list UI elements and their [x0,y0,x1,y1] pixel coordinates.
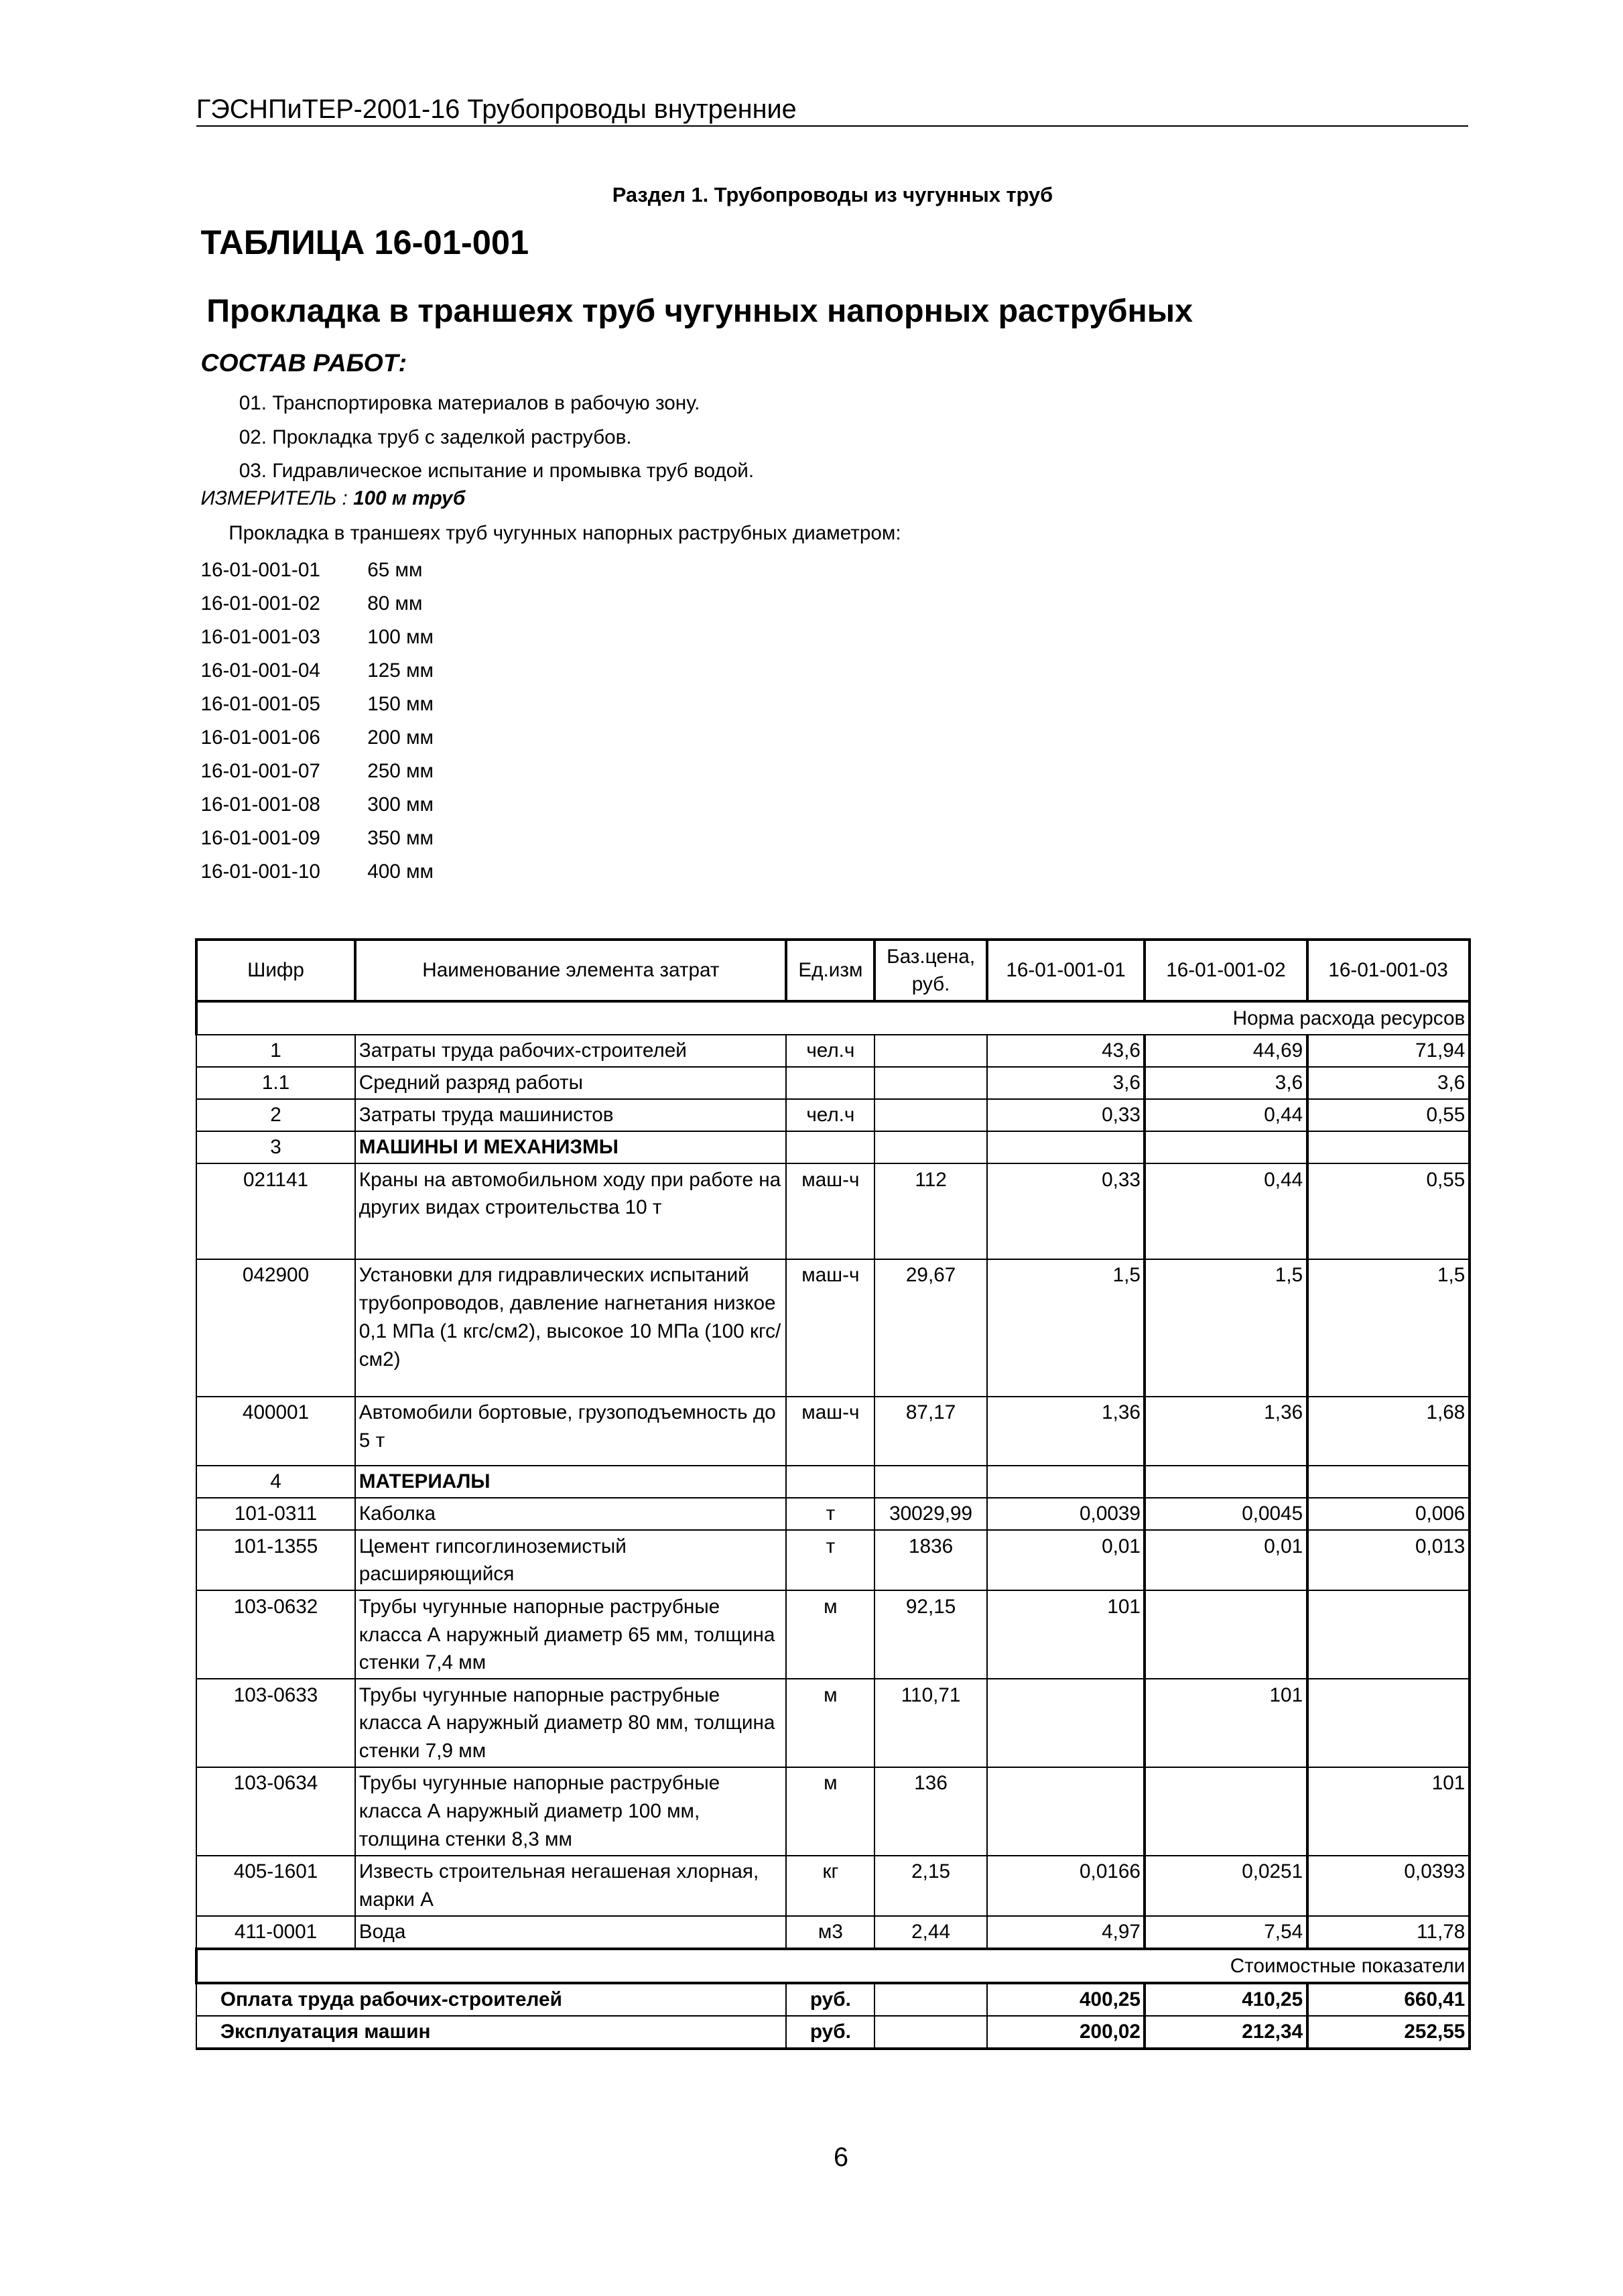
row-unit: чел.ч [786,1099,874,1131]
diameter: 300 мм [367,793,434,816]
row-value-3 [1307,1679,1470,1767]
norm-code: 16-01-001-02 [200,592,320,615]
row-value-1: 43,6 [987,1035,1145,1067]
total-value-1: 400,25 [987,1983,1145,2016]
row-price: 1836 [874,1530,986,1590]
table-row [196,1590,1470,1679]
table-row [196,1856,1470,1916]
row-name: Краны на автомобильном ходу при работе на других видах строительства 10 т [355,1163,786,1259]
table-row [196,1916,1470,1949]
header-col-2: 16-01-001-02 [1145,940,1307,1001]
work-step: 02. Прокладка труб с заделкой раструбов. [239,426,632,448]
row-price [874,1035,986,1067]
row-unit: кг [786,1856,874,1916]
norm-code: 16-01-001-04 [200,659,320,682]
group-heading: МАШИНЫ И МЕХАНИЗМЫ [355,1131,786,1163]
norm-code: 16-01-001-01 [200,558,320,581]
row-unit [786,1067,874,1099]
row-code: 2 [196,1099,356,1131]
total-value-3: 252,55 [1307,2016,1470,2049]
row-value-2: 101 [1145,1679,1307,1767]
row-name: Цемент гипсоглиноземистый расширяющийся [355,1530,786,1590]
row-code: 4 [196,1466,356,1498]
total-value-3: 660,41 [1307,1983,1470,2016]
table-row [196,1035,1470,1067]
row-unit: т [786,1530,874,1590]
row-code: 1 [196,1035,356,1067]
norm-code: 16-01-001-03 [200,625,320,648]
list-item [200,654,434,688]
header-code: Шифр [196,940,356,1001]
row-value-3: 1,68 [1307,1397,1470,1466]
row-price [874,1067,986,1099]
list-item [200,822,434,855]
measure-unit [200,487,465,510]
table-header-row [196,940,1470,1001]
list-item [200,721,434,755]
header-price: Баз.цена, руб. [874,940,986,1001]
diameter: 350 мм [367,826,434,849]
band-row [196,1949,1470,1982]
row-price: 2,44 [874,1916,986,1949]
table-row [196,1679,1470,1767]
row-value-3 [1307,1590,1470,1679]
total-unit: руб. [786,2016,874,2049]
row-unit: м [786,1590,874,1679]
table-row [196,1530,1470,1590]
norm-code: 16-01-001-10 [200,860,320,883]
row-value-1: 101 [987,1590,1145,1679]
band-row [196,1001,1470,1034]
row-value-2: 0,44 [1145,1099,1307,1131]
row-unit: маш-ч [786,1259,874,1397]
norm-code: 16-01-001-09 [200,826,320,849]
row-value-3: 3,6 [1307,1067,1470,1099]
row-name: Трубы чугунные напорные раструбные класса А наружный диаметр 80 мм, толщина стенки 7,9 мм [355,1679,786,1767]
row-value-2: 44,69 [1145,1035,1307,1067]
list-item [200,755,434,788]
diameter: 400 мм [367,860,434,883]
row-code: 3 [196,1131,356,1163]
row-value-2: 7,54 [1145,1916,1307,1949]
list-item [200,554,434,587]
row-value-3: 71,94 [1307,1035,1470,1067]
row-value-2: 0,44 [1145,1163,1307,1259]
list-item [200,587,434,621]
table-row [196,1498,1470,1530]
diameter: 65 мм [367,558,423,581]
row-code: 042900 [196,1259,356,1397]
total-value-2: 212,34 [1145,2016,1307,2049]
running-header: ГЭСНПиТЕР-2001-16 Трубопроводы внутренние [196,94,797,124]
row-unit: м [786,1679,874,1767]
row-price: 29,67 [874,1259,986,1397]
row-price: 92,15 [874,1590,986,1679]
list-item [200,855,434,889]
diameter-intro: Прокладка в траншеях труб чугунных напорных раструбных диаметром: [229,522,901,545]
row-code: 400001 [196,1397,356,1466]
row-unit: маш-ч [786,1163,874,1259]
norm-code: 16-01-001-08 [200,793,320,816]
row-value-1: 0,0166 [987,1856,1145,1916]
diameter: 250 мм [367,759,434,782]
norm-code: 16-01-001-07 [200,759,320,782]
row-value-1: 1,36 [987,1397,1145,1466]
row-value-2: 0,0045 [1145,1498,1307,1530]
row-name: Трубы чугунные напорные раструбные класса А наружный диаметр 65 мм, толщина стенки 7,4 мм [355,1590,786,1679]
diameter: 80 мм [367,592,423,615]
list-item [200,688,434,721]
row-value-2: 0,01 [1145,1530,1307,1590]
group-heading: МАТЕРИАЛЫ [355,1466,786,1498]
row-value-3: 11,78 [1307,1916,1470,1949]
row-name: Известь строительная негашеная хлорная, марки А [355,1856,786,1916]
row-price: 136 [874,1767,986,1856]
row-code: 103-0633 [196,1679,356,1767]
diameter: 125 мм [367,659,434,682]
row-name: Затраты труда машинистов [355,1099,786,1131]
row-value-2: 1,5 [1145,1259,1307,1397]
work-steps-list [239,387,754,489]
table-row [196,1099,1470,1131]
band-costs: Стоимостные показатели [196,1949,1470,1982]
row-value-3: 0,55 [1307,1099,1470,1131]
row-value-3: 0,55 [1307,1163,1470,1259]
row-name: Автомобили бортовые, грузоподъемность до 5 т [355,1397,786,1466]
table-row [196,1466,1470,1498]
main-title: Прокладка в траншеях труб чугунных напорных раструбных [206,292,1193,329]
row-name: Установки для гидравлических испытаний трубопроводов, давление нагнетания низкое 0,1 МПа (1 кгс/см2), высокое 10 МПа (100 кгс/см2) [355,1259,786,1397]
code-diameter-list [200,554,434,889]
row-price: 2,15 [874,1856,986,1916]
row-name: Затраты труда рабочих-строителей [355,1035,786,1067]
header-rule [196,125,1468,127]
row-code: 021141 [196,1163,356,1259]
section-title: Раздел 1. Трубопроводы из чугунных труб [612,183,1053,207]
row-value-3: 0,006 [1307,1498,1470,1530]
diameter: 100 мм [367,625,434,648]
totals-row [196,1983,1470,2016]
table-row [196,1397,1470,1466]
row-value-1: 0,01 [987,1530,1145,1590]
totals-row [196,2016,1470,2049]
row-value-1: 4,97 [987,1916,1145,1949]
total-name: Оплата труда рабочих-строителей [196,1983,787,2016]
list-item [200,621,434,654]
total-value-1: 200,02 [987,2016,1145,2049]
row-price: 87,17 [874,1397,986,1466]
row-code: 103-0634 [196,1767,356,1856]
row-value-3: 101 [1307,1767,1470,1856]
norm-code: 16-01-001-05 [200,692,320,715]
table-title: ТАБЛИЦА 16-01-001 [200,223,529,262]
table-row [196,1163,1470,1259]
row-price: 110,71 [874,1679,986,1767]
header-name: Наименование элемента затрат [355,940,786,1001]
row-code: 1.1 [196,1067,356,1099]
norm-code: 16-01-001-06 [200,726,320,749]
resource-norms-table [195,938,1471,2050]
work-step: 01. Транспортировка материалов в рабочую зону. [239,391,700,414]
row-value-2 [1145,1767,1307,1856]
total-value-2: 410,25 [1145,1983,1307,2016]
row-value-2: 3,6 [1145,1067,1307,1099]
diameter: 150 мм [367,692,434,715]
row-unit: чел.ч [786,1035,874,1067]
total-name: Эксплуатация машин [196,2016,787,2049]
row-unit: м3 [786,1916,874,1949]
page-number: 6 [834,2143,849,2172]
row-value-1: 0,33 [987,1163,1145,1259]
header-col-1: 16-01-001-01 [987,940,1145,1001]
table-row [196,1767,1470,1856]
work-step: 03. Гидравлическое испытание и промывка труб водой. [239,460,755,483]
row-value-1: 0,33 [987,1099,1145,1131]
row-code: 101-1355 [196,1530,356,1590]
row-value-2: 1,36 [1145,1397,1307,1466]
list-item [200,788,434,822]
row-code: 103-0632 [196,1590,356,1679]
diameter: 200 мм [367,726,434,749]
row-price: 30029,99 [874,1498,986,1530]
row-value-1: 3,6 [987,1067,1145,1099]
row-value-1 [987,1767,1145,1856]
total-unit: руб. [786,1983,874,2016]
row-value-2 [1145,1590,1307,1679]
row-value-1: 1,5 [987,1259,1145,1397]
row-name: Каболка [355,1498,786,1530]
row-code: 405-1601 [196,1856,356,1916]
row-price [874,1099,986,1131]
table-row [196,1131,1470,1163]
row-value-3: 0,013 [1307,1530,1470,1590]
row-name: Вода [355,1916,786,1949]
header-unit: Ед.изм [786,940,874,1001]
row-value-1: 0,0039 [987,1498,1145,1530]
table-row [196,1259,1470,1397]
row-code: 411-0001 [196,1916,356,1949]
row-value-3: 1,5 [1307,1259,1470,1397]
measure-label: ИЗМЕРИТЕЛЬ : [200,487,348,509]
row-code: 101-0311 [196,1498,356,1530]
measure-value: 100 м труб [353,487,466,509]
band-norms: Норма расхода ресурсов [196,1001,1470,1034]
row-value-2: 0,0251 [1145,1856,1307,1916]
header-col-3: 16-01-001-03 [1307,940,1470,1001]
row-unit: маш-ч [786,1397,874,1466]
work-composition-heading: СОСТАВ РАБОТ: [200,348,407,377]
row-name: Трубы чугунные напорные раструбные класса А наружный диаметр 100 мм, толщина стенки 8,3 мм [355,1767,786,1856]
row-price: 112 [874,1163,986,1259]
row-unit: т [786,1498,874,1530]
row-unit: м [786,1767,874,1856]
table-row [196,1067,1470,1099]
row-value-3: 0,0393 [1307,1856,1470,1916]
row-name: Средний разряд работы [355,1067,786,1099]
row-value-1 [987,1679,1145,1767]
